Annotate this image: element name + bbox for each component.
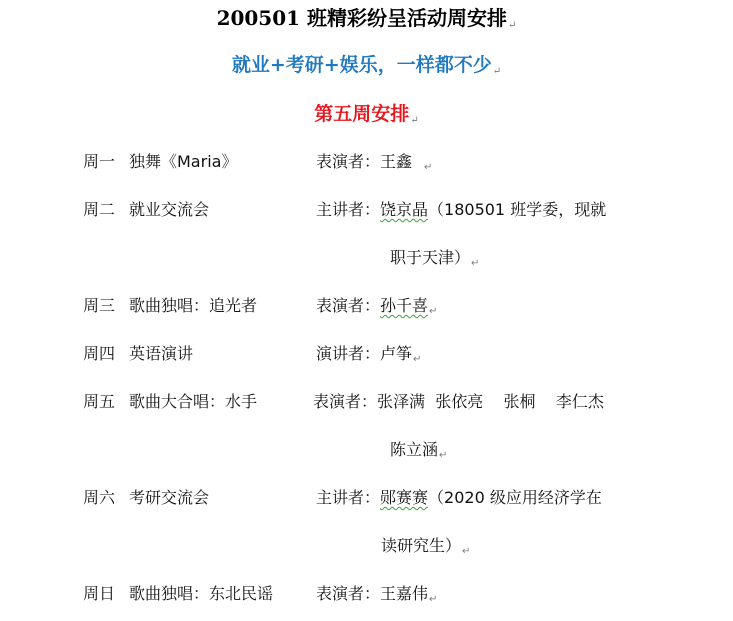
paragraph-mark-icon: ↵ — [471, 258, 480, 269]
paragraph-mark-icon: ↵ — [462, 546, 471, 557]
schedule-role: 演讲者：卢筝↵ — [316, 342, 421, 372]
week-heading — [0, 100, 733, 135]
schedule-role: 表演者：王嘉伟↵ — [316, 582, 437, 612]
schedule-day: 周日 — [83, 584, 116, 603]
schedule-role: 表演者：孙千喜↵ — [316, 294, 437, 324]
schedule-detail-continuation: 陈立涵↵ — [390, 438, 447, 468]
schedule-role: 表演者：张泽满 张依亮 张桐 李仁杰 — [313, 392, 604, 411]
speaker-name: 卢筝 — [380, 344, 413, 363]
schedule-role: 表演者：王鑫 ↵ — [316, 150, 432, 180]
performer-names: 张泽满 张依亮 张桐 李仁杰 — [377, 392, 604, 411]
paragraph-mark-icon: ↵ — [410, 115, 419, 126]
schedule-day: 周四 — [83, 344, 116, 363]
page-subtitle — [0, 51, 733, 86]
paragraph-mark-icon: ↵ — [413, 354, 422, 365]
schedule-role: 主讲者：郧赛赛（2020 级应用经济学在 — [316, 488, 602, 507]
speaker-detail: （2020 级应用经济学在 — [428, 488, 602, 507]
speaker-detail: （180501 班学委，现就 — [428, 200, 607, 219]
paragraph-mark-icon: ↵ — [508, 20, 517, 31]
schedule-activity: 就业交流会 — [129, 200, 210, 219]
schedule-detail-continuation: 职于天津）↵ — [390, 246, 479, 276]
schedule-day: 周二 — [83, 200, 116, 219]
schedule-activity: 考研交流会 — [129, 488, 210, 507]
schedule-day: 周六 — [83, 488, 116, 507]
performer-name: 王鑫 — [380, 152, 413, 171]
speaker-name: 饶京晶 — [380, 200, 429, 219]
paragraph-mark-icon: ↵ — [429, 306, 438, 317]
page-subtitle-text: 就业+考研+娱乐，一样都不少 — [231, 54, 492, 76]
schedule-day: 周三 — [83, 296, 116, 315]
schedule-activity: 歌曲大合唱：水手 — [129, 392, 258, 411]
paragraph-mark-icon: ↵ — [492, 66, 502, 77]
paragraph-mark-icon: ↵ — [439, 450, 448, 461]
paragraph-mark-icon: ↵ — [424, 162, 433, 173]
schedule-role: 主讲者：饶京晶（180501 班学委，现就 — [316, 200, 607, 219]
schedule-detail-continuation: 读研究生）↵ — [381, 534, 470, 564]
schedule-day: 周五 — [83, 392, 116, 411]
page-title-text: 200501 班精彩纷呈活动周安排 — [216, 6, 508, 30]
schedule-activity: 独舞《Maria》 — [129, 152, 238, 171]
paragraph-mark-icon: ↵ — [429, 594, 438, 605]
performer-name: 孙千喜 — [380, 296, 429, 315]
schedule-day: 周一 — [83, 152, 116, 171]
page-title — [0, 4, 733, 40]
schedule-activity: 歌曲独唱：追光者 — [129, 296, 258, 315]
performer-name: 王嘉伟 — [380, 584, 429, 603]
speaker-name: 郧赛赛 — [380, 488, 429, 507]
schedule-activity: 英语演讲 — [129, 344, 194, 363]
schedule-activity: 歌曲独唱：东北民谣 — [129, 584, 274, 603]
week-heading-text: 第五周安排 — [314, 103, 410, 125]
